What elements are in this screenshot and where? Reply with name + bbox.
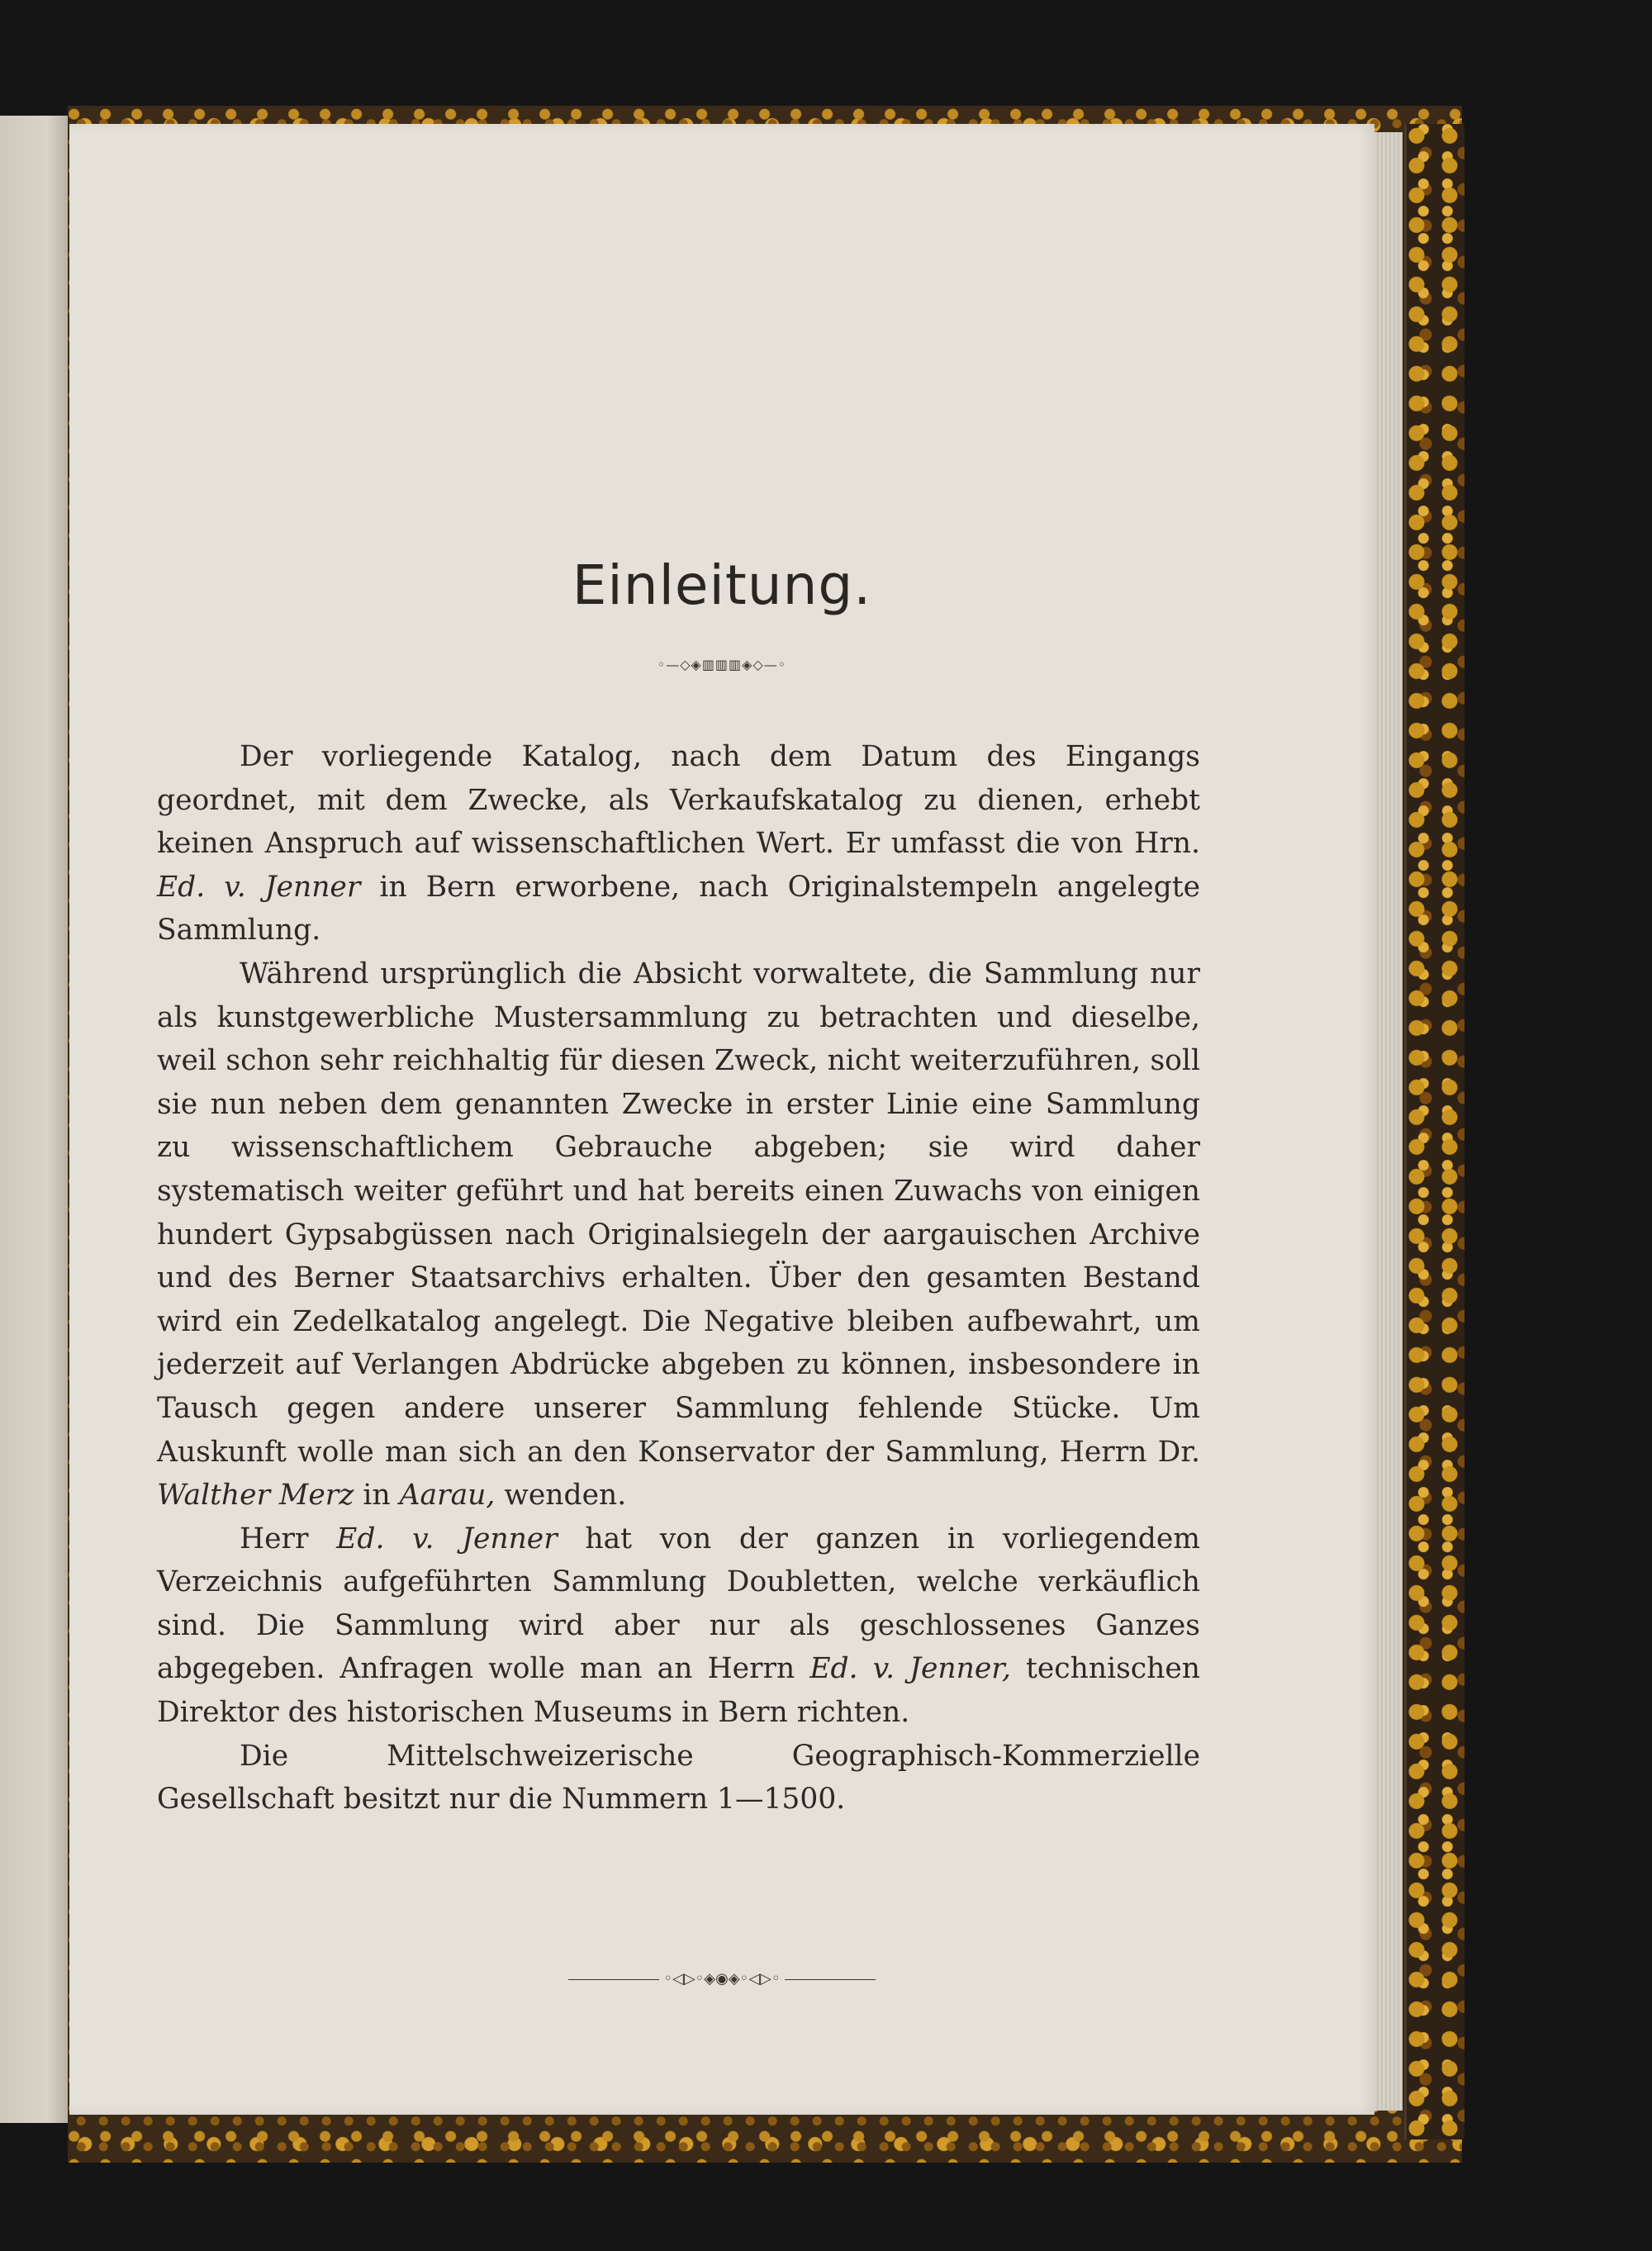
text-segment: in [354, 1479, 400, 1513]
italic-name: Walther Merz [157, 1479, 354, 1513]
text-segment: Herr [240, 1522, 337, 1555]
paragraph [157, 1735, 1200, 1821]
paragraph [157, 1517, 1200, 1735]
text-segment: in Bern erworbene, nach Originalstempeln angelegte Sammlung. [157, 870, 1200, 947]
end-ornament-glyphs: ◦◁▷◦◈◉◈◦◁▷◦ [663, 1970, 781, 1987]
title-ornament [69, 657, 1374, 672]
text-segment: wenden. [495, 1479, 627, 1513]
text-segment: Der vorliegende Katalog, nach dem Datum des Eingangs geordnet, mit dem Zwecke, als Verkaufskatalog zu dienen, erhebt keinen Anspruch auf wissenschaftlichen Wert. Er umfasst die von Hrn. [157, 740, 1200, 861]
italic-name: Ed. v. Jenner [157, 870, 361, 904]
end-ornament [69, 1970, 1374, 1987]
italic-name: Ed. v. Jenner [336, 1522, 558, 1555]
ornament-rule-left [568, 1979, 659, 1980]
text-segment: Während ursprünglich die Absicht vorwaltete, die Sammlung nur als kunstgewerbliche Mustersammlung zu betrachten und dieselbe, weil schon sehr reichhaltig für diesen Zweck, nicht weiterzuführen, soll sie nun neben dem genannten Zwecke in erster Linie eine Sammlung zu wissenschaftlichem Gebrauche abgeben; sie wird daher systematisch weiter geführt und hat bereits einen Zuwachs von einigen hundert Gypsabgüssen nach Originalsiegeln der aargauischen Archive und des Berner Staatsarchivs erhalten. Über den gesamten Bestand wird ein Zedelkatalog angelegt. Die Negative bleiben aufbewahrt, um jederzeit auf Verlangen Abdrücke abgeben zu können, insbesondere in Tausch gegen andere unserer Sammlung fehlende Stücke. Um Auskunft wolle man sich an den Konservator der Sammlung, Herrn Dr. [157, 957, 1200, 1469]
body-text [157, 735, 1200, 1821]
paragraph [157, 952, 1200, 1517]
marbled-cover-edge [1404, 124, 1464, 2139]
italic-name: Ed. v. Jenner, [809, 1652, 1011, 1686]
italic-name: Aarau, [399, 1479, 496, 1513]
paragraph [157, 735, 1200, 952]
adjacent-page-edge [0, 116, 69, 2123]
title-ornament-glyphs: ◦—◇◈▥▥▥◈◇—◦ [657, 657, 787, 672]
text-segment: Die Mittelschweizerische Geographisch-Kommerzielle Gesellschaft besitzt nur die Nummern 1—1500. [157, 1739, 1200, 1816]
text-segment: technischen Direktor des historischen Museums in Bern richten. [157, 1652, 1200, 1730]
text-segment: hat von der ganzen in vorliegendem Verzeichnis aufgeführten Sammlung Doubletten, welche verkäuflich sind. Die Sammlung wird aber nur als geschlossenes Ganzes abgegeben. Anfragen wolle man an Herrn [157, 1522, 1200, 1686]
book-page [69, 124, 1374, 2115]
page-block-edge [1374, 132, 1403, 2111]
page-title: Einleitung. [572, 553, 872, 617]
ornament-rule-right [785, 1979, 876, 1980]
